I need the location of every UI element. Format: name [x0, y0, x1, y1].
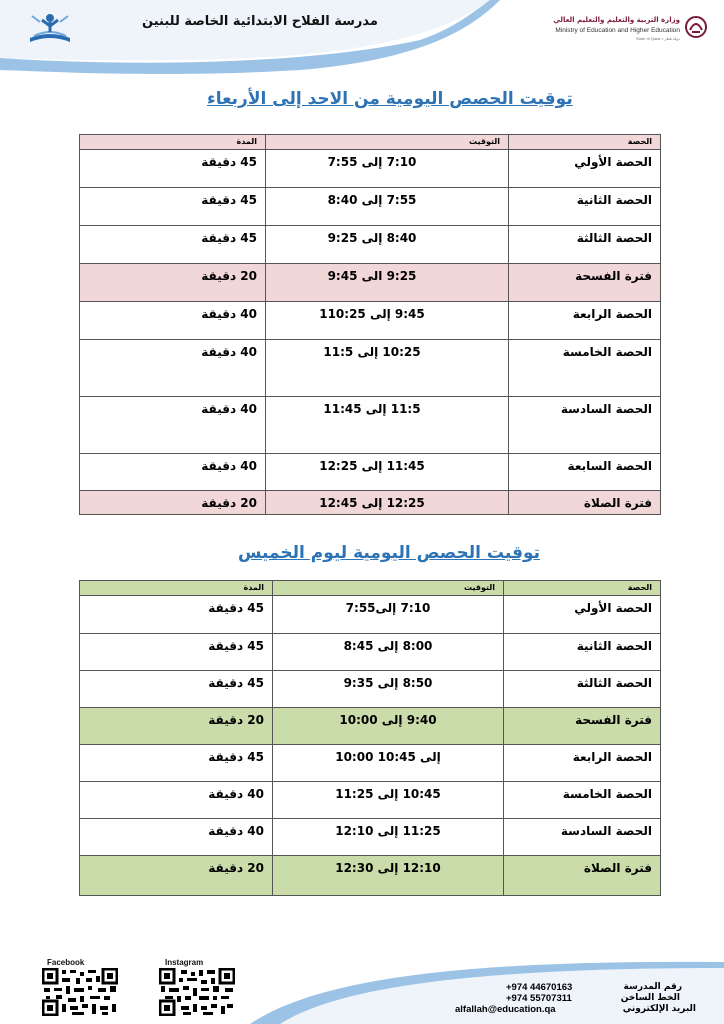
table-row	[80, 782, 661, 819]
period-cell: الحصة الثالثة	[504, 671, 661, 708]
duration-cell: 45 دقيقة	[80, 150, 266, 188]
school-name: مدرسة الفلاح الابتدائية الخاصة للبنين	[142, 14, 378, 29]
ministry-name-arabic: وزارة التربية والتعليم والتعليم العالي	[553, 16, 680, 24]
school-phone-value[interactable]: +974 44670163	[506, 982, 573, 993]
table-header-row	[80, 581, 661, 596]
period-header: الحصة	[504, 581, 661, 596]
duration-cell: 40 دقيقة	[80, 340, 266, 397]
period-cell: الحصة الخامسة	[504, 782, 661, 819]
time-cell: 11:5 إلى 11:45	[266, 397, 509, 454]
time-cell: 11:25 إلى 12:10	[273, 819, 504, 856]
facebook-label: Facebook	[47, 958, 85, 967]
period-cell: الحصة الثانية	[504, 634, 661, 671]
period-cell: الحصة الرابعة	[509, 302, 661, 340]
period-cell: فترة الفسحة	[504, 708, 661, 745]
period-cell: الحصة السابعة	[509, 454, 661, 491]
duration-cell: 40 دقيقة	[80, 819, 273, 856]
duration-cell: 45 دقيقة	[80, 188, 266, 226]
period-cell: فترة الصلاة	[504, 856, 661, 896]
thursday-schedule-title: توقيت الحصص اليومية ليوم الخميس	[238, 543, 541, 563]
period-cell: الحصة الخامسة	[509, 340, 661, 397]
hotline-label: الخط الساخن	[620, 993, 680, 1003]
time-cell: 7:10 إلى7:55	[273, 596, 504, 634]
qatar-emblem-icon	[684, 14, 708, 40]
table-row	[80, 491, 661, 515]
weekday-schedule-table	[79, 134, 661, 515]
email-label: البريد الإلكتروني	[622, 1004, 696, 1014]
ministry-country: State of Qatar • دولة قطر	[635, 36, 680, 41]
period-cell: الحصة الثالثة	[509, 226, 661, 264]
period-cell: الحصة السادسة	[509, 397, 661, 454]
table-row	[80, 302, 661, 340]
table-header-row	[80, 135, 661, 150]
table-row	[80, 708, 661, 745]
duration-cell: 45 دقيقة	[80, 226, 266, 264]
time-cell: 7:10 إلى 7:55	[266, 150, 509, 188]
period-cell: فترة الصلاة	[509, 491, 661, 515]
hotline-value[interactable]: +974 55707311	[506, 993, 572, 1004]
table-row	[80, 264, 661, 302]
time-cell: 9:40 إلى 10:00	[273, 708, 504, 745]
table-row	[80, 150, 661, 188]
table-row	[80, 226, 661, 264]
ministry-name-english: Ministry of Education and Higher Education	[555, 27, 680, 34]
table-row	[80, 634, 661, 671]
time-cell: 9:45 إلى 110:25	[266, 302, 509, 340]
duration-cell: 20 دقيقة	[80, 491, 266, 515]
time-cell: 12:10 إلى 12:30	[273, 856, 504, 896]
period-cell: الحصة الأولي	[509, 150, 661, 188]
time-cell: 8:00 إلى 8:45	[273, 634, 504, 671]
email-value[interactable]: alfallah@education.qa	[455, 1004, 556, 1015]
duration-cell: 45 دقيقة	[80, 745, 273, 782]
duration-cell: 20 دقيقة	[80, 708, 273, 745]
facebook-qr-code-icon[interactable]	[42, 968, 118, 1016]
duration-cell: 45 دقيقة	[80, 671, 273, 708]
time-cell: 10:25 إلى 11:5	[266, 340, 509, 397]
table-row	[80, 454, 661, 491]
duration-cell: 40 دقيقة	[80, 397, 266, 454]
table-row	[80, 856, 661, 896]
duration-cell: 20 دقيقة	[80, 264, 266, 302]
period-header: الحصة	[509, 135, 661, 150]
instagram-qr-code-icon[interactable]	[159, 968, 235, 1016]
duration-cell: 20 دقيقة	[80, 856, 273, 896]
time-cell: 11:45 إلى 12:25	[266, 454, 509, 491]
table-row	[80, 596, 661, 634]
table-row	[80, 188, 661, 226]
table-row	[80, 819, 661, 856]
school-phone-label: رقم المدرسة	[623, 982, 682, 992]
table-row	[80, 671, 661, 708]
period-cell: فترة الفسحة	[509, 264, 661, 302]
instagram-label: Instagram	[165, 958, 204, 967]
time-cell: إلى 10:45 10:00	[273, 745, 504, 782]
time-cell: 10:45 إلى 11:25	[273, 782, 504, 819]
table-row	[80, 340, 661, 397]
duration-cell: 40 دقيقة	[80, 302, 266, 340]
time-header: التوقيت	[266, 135, 509, 150]
duration-cell: 40 دقيقة	[80, 782, 273, 819]
period-cell: الحصة السادسة	[504, 819, 661, 856]
time-cell: 8:50 إلى 9:35	[273, 671, 504, 708]
school-logo-icon	[24, 8, 76, 48]
thursday-schedule-table	[79, 580, 661, 896]
period-cell: الحصة الأولي	[504, 596, 661, 634]
weekday-schedule-title: توقيت الحصص اليومية من الاحد إلى الأربعاء	[207, 89, 573, 109]
table-row	[80, 397, 661, 454]
period-cell: الحصة الرابعة	[504, 745, 661, 782]
duration-header: المدة	[80, 135, 266, 150]
period-cell: الحصة الثانية	[509, 188, 661, 226]
time-cell: 9:25 الى 9:45	[266, 264, 509, 302]
table-row	[80, 745, 661, 782]
ministry-logo	[553, 12, 708, 48]
duration-cell: 40 دقيقة	[80, 454, 266, 491]
time-cell: 12:25 إلى 12:45	[266, 491, 509, 515]
duration-cell: 45 دقيقة	[80, 634, 273, 671]
duration-header: المدة	[80, 581, 273, 596]
duration-cell: 45 دقيقة	[80, 596, 273, 634]
time-cell: 8:40 إلى 9:25	[266, 226, 509, 264]
time-header: التوقيت	[273, 581, 504, 596]
time-cell: 7:55 إلى 8:40	[266, 188, 509, 226]
